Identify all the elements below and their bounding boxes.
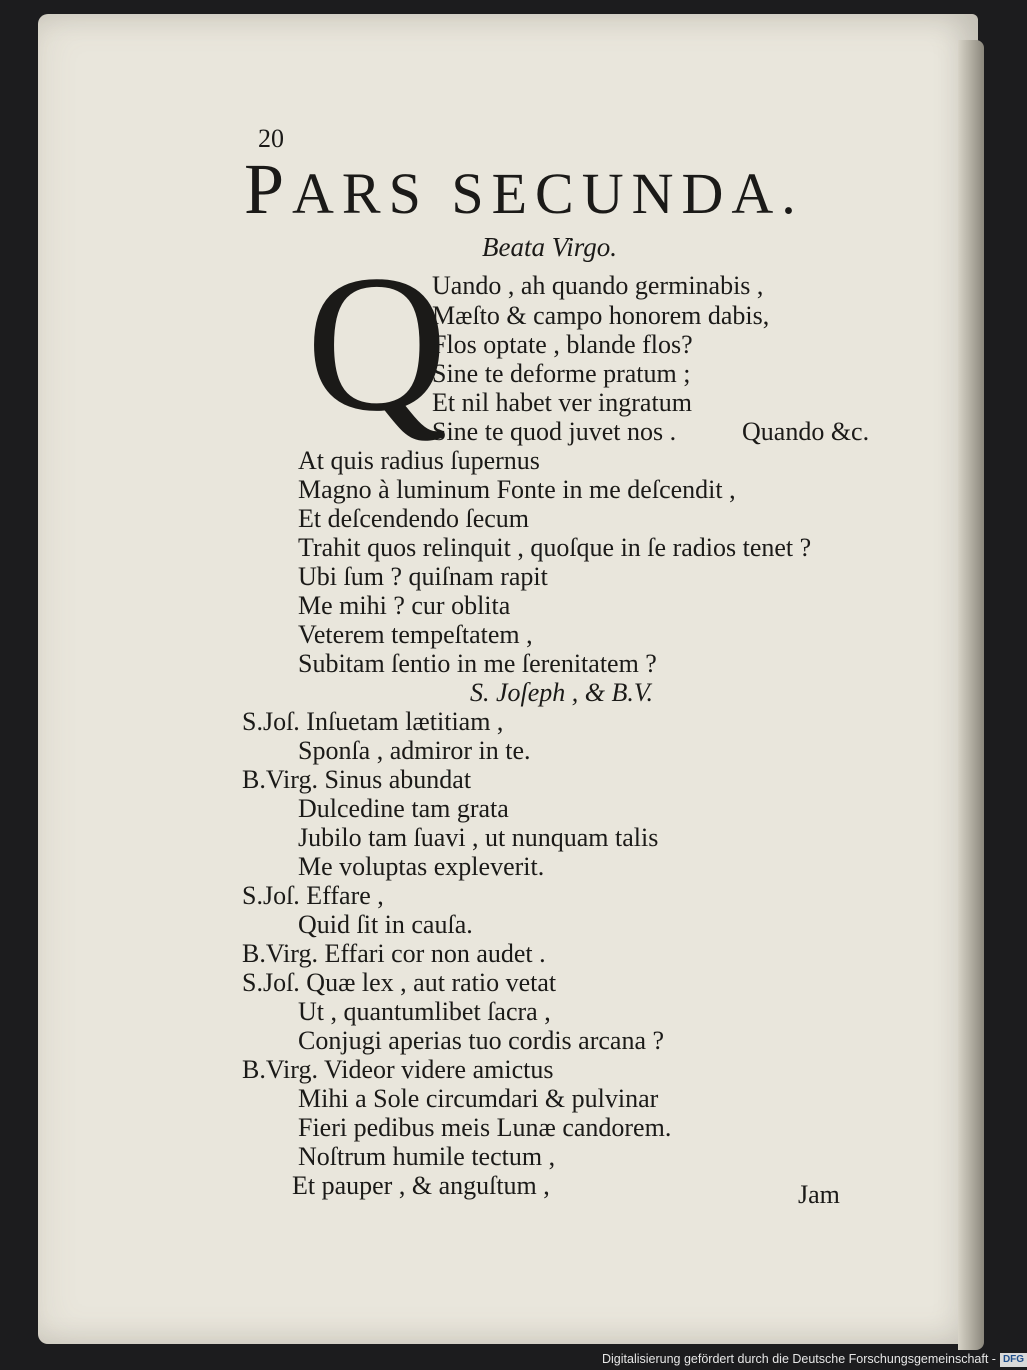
text-line: Trahit quos relinquit , quoſque in ſe radios tenet ?	[298, 533, 812, 562]
text-line: Ut , quantumlibet ſacra ,	[298, 997, 551, 1026]
text-line: B.Virg. Effari cor non audet .	[242, 939, 546, 968]
page-number: 20	[258, 124, 284, 153]
text-line: S.Joſ. Effare ,	[242, 881, 384, 910]
text-line: Me voluptas expleverit.	[298, 852, 545, 881]
text-line: Sponſa , admiror in te.	[298, 736, 531, 765]
text-line: Uando , ah quando germinabis ,	[432, 271, 764, 300]
text-line: Jubilo tam ſuavi , ut nunquam talis	[298, 823, 659, 852]
text-line: Sine te quod juvet nos .	[432, 417, 677, 446]
text-line: Mæſto & campo honorem dabis,	[432, 301, 770, 330]
text-line: Et nil habet ver ingratum	[432, 388, 692, 417]
text-line: At quis radius ſupernus	[298, 446, 540, 475]
text-line: S.Joſ. Inſuetam lætitiam ,	[242, 707, 504, 736]
text-line: Jam	[798, 1180, 840, 1209]
text-line: Veterem tempeſtatem ,	[298, 620, 533, 649]
section-heading: Beata Virgo.	[482, 232, 617, 262]
page-title	[244, 148, 804, 231]
text-line: Subitam ſentio in me ſerenitatem ?	[298, 649, 657, 678]
text-line: Quando &c.	[742, 417, 870, 446]
text-line: Ubi ſum ? quiſnam rapit	[298, 562, 548, 591]
title-rest: ARS SECUNDA	[292, 161, 782, 226]
text-line: Sine te deforme pratum ;	[432, 359, 691, 388]
text-line: Dulcedine tam grata	[298, 794, 509, 823]
text-line: Magno à luminum Fonte in me deſcendit ,	[298, 475, 736, 504]
text-line: S. Joſeph , & B.V.	[470, 678, 653, 707]
text-line: Et pauper , & anguſtum ,	[292, 1171, 550, 1200]
text-line: Quid ſit in cauſa.	[298, 910, 473, 939]
text-line: B.Virg. Videor videre amictus	[242, 1055, 554, 1084]
text-line: Fieri pedibus meis Lunæ candorem.	[298, 1113, 672, 1142]
footer-text: Digitalisierung gefördert durch die Deutsche Forschungsgemeinschaft -	[602, 1352, 996, 1366]
text-line: Et deſcendendo ſecum	[298, 504, 530, 533]
book-spine	[958, 40, 984, 1350]
text-line: B.Virg. Sinus abundat	[242, 765, 472, 794]
text-line: Noſtrum humile tectum ,	[298, 1142, 556, 1171]
text-line: Flos optate , blande flos?	[432, 330, 693, 359]
text-line: Me mihi ? cur oblita	[298, 591, 511, 620]
title-initial: P	[244, 149, 293, 229]
digitization-footer	[602, 1349, 1025, 1369]
text-line: Mihi a Sole circumdari & pulvinar	[298, 1084, 659, 1113]
text-line: S.Joſ. Quæ lex , aut ratio vetat	[242, 968, 557, 997]
text-line: Conjugi aperias tuo cordis arcana ?	[298, 1026, 665, 1055]
title-dot: .	[781, 161, 804, 226]
drop-cap: Q	[306, 235, 448, 452]
dfg-logo: DFG	[1000, 1353, 1027, 1367]
